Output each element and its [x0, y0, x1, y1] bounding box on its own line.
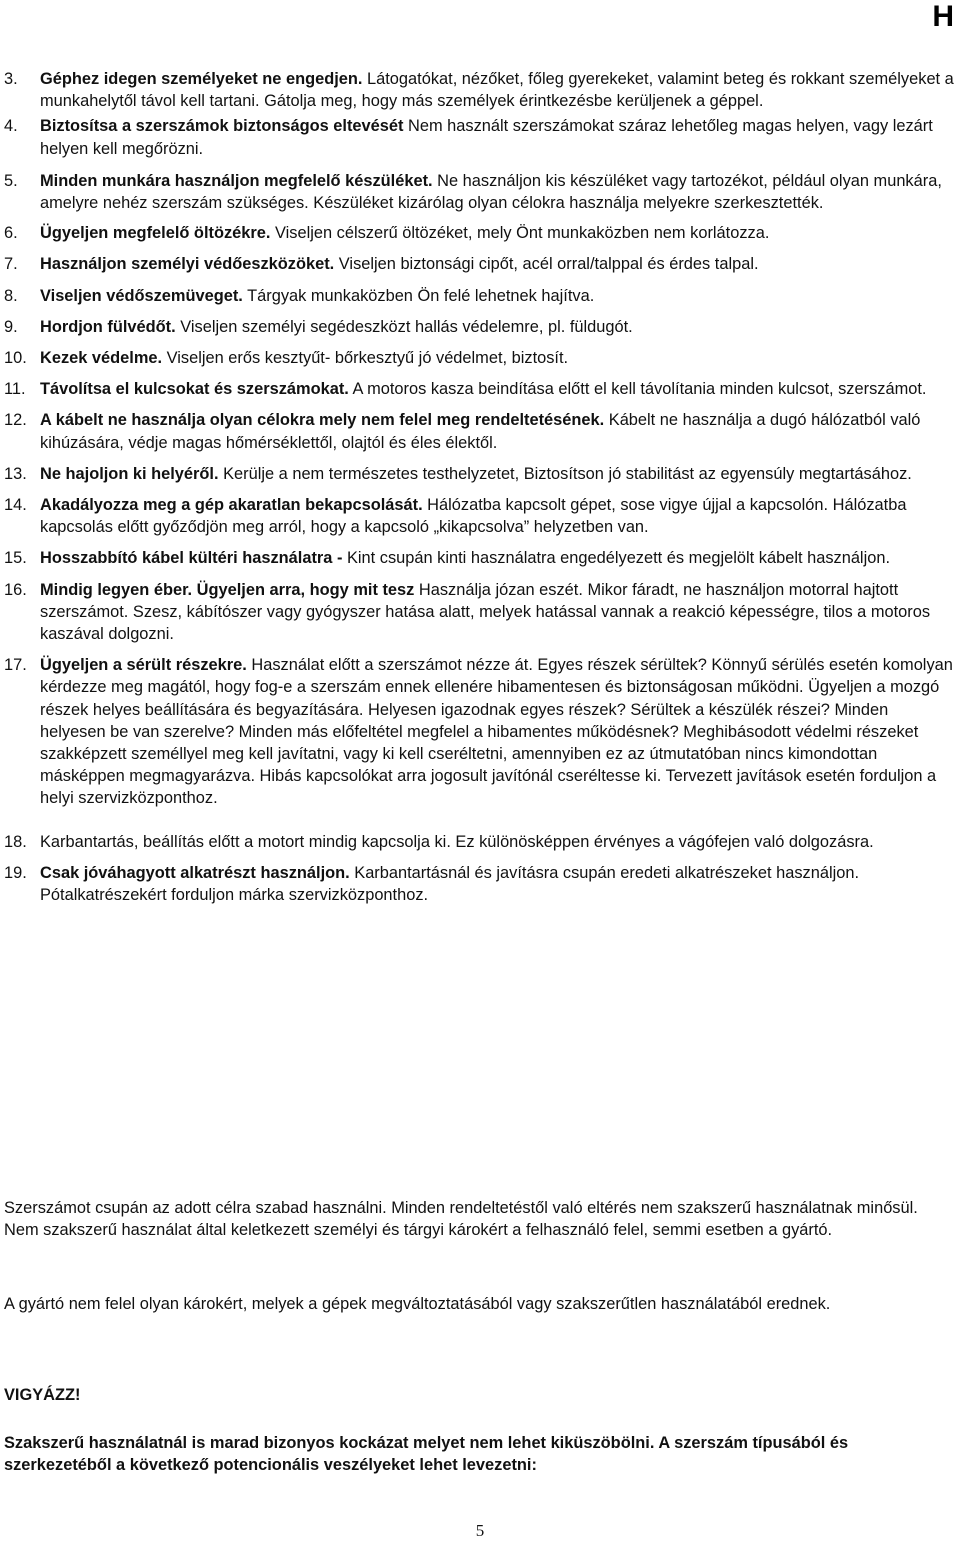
item-number: 19.: [4, 863, 27, 882]
liability-paragraph: A gyártó nem felel olyan károkért, melyek a gépek megváltoztatásából vagy szakszerűtlen használatából erednek.: [4, 1295, 831, 1313]
item-number: 14.: [4, 496, 27, 515]
warning-text: Szakszerű használatnál is marad bizonyos kockázat melyet nem lehet kiküszöbölni. A szerszám típusából és szerkezetéből a következő potencionális veszélyeket lehet levezetni:: [4, 1434, 849, 1475]
corner-mark: H: [932, 0, 954, 33]
list-item: [4, 347, 954, 369]
item-heading: Mindig legyen éber. Ügyeljen arra, hogy mit tesz: [40, 580, 415, 599]
item-heading: Csak jóváhagyott alkatrészt használjon.: [40, 863, 350, 882]
item-text: Használja józan eszét. Mikor fáradt, ne használjon motorral hajtott szerszámot. Szesz, kábítószer vagy gyógyszer hatása alatt, melyek hatással vannak a reakció képességre, tilos a motoros kaszával dolgozni.: [40, 580, 931, 644]
list-item: [4, 378, 954, 400]
list-item: [4, 831, 954, 853]
item-text: Ne használjon kis készüléket vagy tartozékot, például olyan munkára, amelyre nehéz szerszám szükséges. Készüléket kizárólag olyan célokra használja melyekre szerkesztették.: [40, 171, 942, 213]
list-item: [4, 494, 954, 538]
list-item: [4, 547, 954, 569]
list-item: [4, 115, 954, 159]
item-number: 10.: [4, 349, 27, 368]
item-number: 12.: [4, 411, 27, 430]
list-item: [4, 862, 954, 906]
item-text: Viseljen erős kesztyűt- bőrkesztyű jó védelmet, biztosít.: [162, 349, 569, 368]
item-number: 16.: [4, 580, 27, 599]
item-heading: Ne hajoljon ki helyéről.: [40, 464, 219, 483]
list-item: [4, 316, 954, 338]
item-text: Karbantartásnál és javításra csupán eredeti alkatrészeket használjon. Pótalkatrészekért forduljon márka szervizközponthoz.: [40, 863, 860, 905]
list-item: [4, 68, 954, 112]
item-text: Kint csupán kinti használatra engedélyezett és megjelölt kábelt használjon.: [342, 549, 891, 568]
item-number: 7.: [4, 255, 18, 274]
item-text: Hálózatba kapcsolt gépet, sose vigye újjal a kapcsolón. Hálózatba kapcsolás előtt győződjön meg arról, hogy a kapcsoló „kikapcsolva” helyzetben van.: [40, 496, 907, 537]
item-heading: Használjon személyi védőeszközöket.: [40, 255, 335, 274]
usage-paragraph: Szerszámot csupán az adott célra szabad használni. Minden rendeltetéstől való eltérés nem szakszerű használatnak minősül. Nem szakszerű használat által keletkezett személyi és tárgyi károkért a felhasználó felel, semmi esetben a gyártó.: [4, 1199, 918, 1240]
item-heading: Ügyeljen megfelelő öltözékre.: [40, 224, 271, 243]
item-text: Kerülje a nem természetes testhelyzetet, Biztosítson jó stabilitást az egyensúly megtartásához.: [218, 464, 912, 483]
item-heading: Minden munkára használjon megfelelő készüléket.: [40, 171, 433, 190]
item-text: A motoros kasza beindítása előtt el kell távolítania minden kulcsot, szerszámot.: [348, 380, 927, 399]
item-text: Kábelt ne használja a dugó hálózatból való kihúzására, védje magas hőmérséklettől, olajtól és éles élektől.: [40, 411, 921, 452]
list-item: [4, 409, 954, 453]
list-item: [4, 222, 954, 244]
safety-list: [4, 68, 954, 915]
list-item: [4, 654, 954, 809]
item-text: Tárgyak munkaközben Ön felé lehetnek hajítva.: [242, 286, 595, 305]
item-heading: Géphez idegen személyeket ne engedjen.: [40, 70, 363, 88]
item-number: 13.: [4, 464, 27, 483]
item-number: 8.: [4, 286, 18, 305]
item-number: 9.: [4, 317, 18, 336]
item-heading: Ügyeljen a sérült részekre.: [40, 656, 247, 675]
list-item: [4, 170, 954, 214]
item-number: 18.: [4, 832, 27, 851]
item-heading: A kábelt ne használja olyan célokra mely nem felel meg rendeltetésének.: [40, 411, 605, 430]
item-text: Használat előtt a szerszámot nézze át. Egyes részek sérültek? Könnyű sérülés esetén komolyan kérdezze meg magától, hogy fog-e a szerszám ennek ellenére hibamentesen és biztonságosan működni. Ügyeljen a mozgó részek helyes beállítására és begyazítására. Helyesen igazodnak egyes részek? Sérültek a készülék részei? Minden helyesen be van szerelve? Minden más előfeltétel megfelel a hibamentes működésnek? Meghibásodott védelmi részeket szakképzett személlyel meg kell javítatni, vagy ki kell cseréltetni, amennyiben ez az útmutatóban nincs kimondottan másképpen megmagyarázva. Hibás kapcsolókat arra jogosult javítónál cseréltesse ki. Tervezett javítások esetén forduljon a helyi szervizközponthoz.: [40, 656, 953, 808]
page-number: 5: [475, 1521, 485, 1540]
warning-title: VIGYÁZZ!: [4, 1386, 81, 1404]
list-item: [4, 463, 954, 485]
item-heading: Távolítsa el kulcsokat és szerszámokat.: [40, 380, 349, 399]
item-number: 3.: [4, 70, 18, 88]
item-heading: Kezek védelme.: [40, 349, 163, 368]
list-item: [4, 253, 954, 275]
item-number: 15.: [4, 549, 27, 568]
item-heading: Akadályozza meg a gép akaratlan bekapcsolását.: [40, 496, 423, 515]
item-text: Viseljen személyi segédeszközt hallás védelemre, pl. füldugót.: [175, 317, 633, 336]
item-text: Látogatókat, nézőket, főleg gyerekeket, valamint beteg és rokkant személyeket a munkahelytől távol kell tartani. Gátolja meg, hogy más személyek érintkezésbe kerüljenek a géppel.: [40, 70, 954, 111]
item-heading: Viseljen védőszemüveget.: [40, 286, 243, 305]
item-number: 6.: [4, 224, 18, 243]
item-text: Nem használt szerszámokat száraz lehetőleg magas helyen, vagy lezárt helyen kell megőrözni.: [40, 117, 933, 158]
item-number: 11.: [4, 380, 26, 399]
item-number: 17.: [4, 656, 27, 675]
item-text: Viseljen biztonsági cipőt, acél orral/talppal és érdes talpal.: [334, 255, 759, 274]
item-text: Karbantartás, beállítás előtt a motort mindig kapcsolja ki. Ez különösképpen érvényes a vágófejen való dolgozásra.: [40, 832, 874, 851]
item-heading: Biztosítsa a szerszámok biztonságos eltevését: [40, 117, 404, 136]
item-number: 5.: [4, 171, 18, 190]
item-text: Viseljen célszerű öltözéket, mely Önt munkaközben nem korlátozza.: [270, 224, 770, 243]
list-item: [4, 579, 954, 646]
item-heading: Hosszabbító kábel kültéri használatra -: [40, 549, 343, 568]
list-item: [4, 285, 954, 307]
item-heading: Hordjon fülvédőt.: [40, 317, 176, 336]
item-number: 4.: [4, 117, 18, 136]
